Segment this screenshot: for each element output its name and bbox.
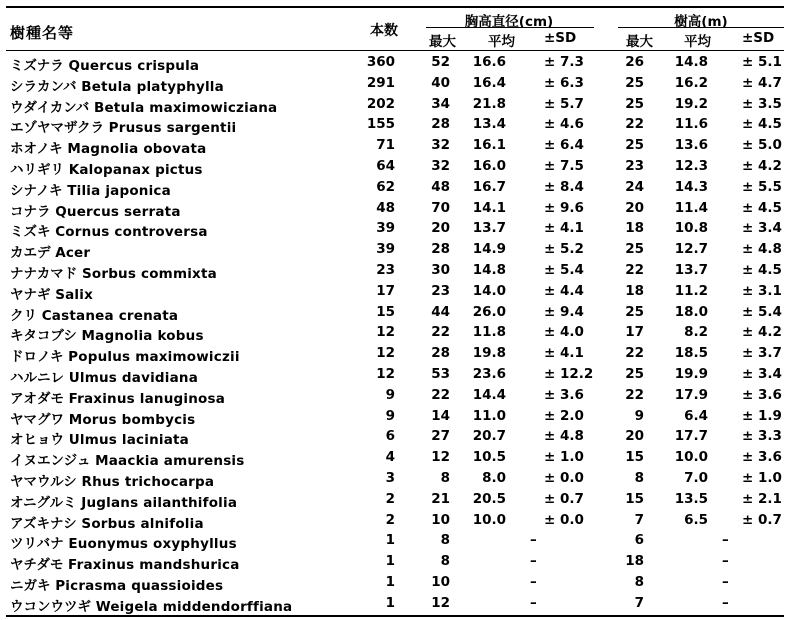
dbh-sd: ± 0.7 — [544, 490, 584, 507]
height-sd: ± 3.4 — [742, 365, 782, 382]
height-sd: ± 5.5 — [742, 178, 782, 195]
species-sci: Kalopanax pictus — [68, 161, 203, 178]
table-row — [6, 446, 784, 470]
tree-count: 71 — [376, 137, 395, 154]
height-avg: 6.4 — [684, 407, 708, 424]
height-sd: ± 3.6 — [742, 449, 782, 466]
tree-count: 12 — [376, 324, 395, 341]
dbh-max: 8 — [440, 553, 450, 570]
species-sci: Acer — [55, 245, 91, 262]
dbh-max: 8 — [440, 532, 450, 549]
table-row — [6, 592, 784, 613]
dbh-sd: ± 5.7 — [544, 95, 584, 112]
tree-count: 360 — [366, 54, 395, 70]
dbh-max: 70 — [431, 199, 450, 216]
species-jp: クリ — [10, 307, 37, 324]
height-max: 25 — [625, 137, 644, 154]
species-sci: Salix — [55, 286, 93, 303]
tree-count: 1 — [385, 532, 395, 549]
species-jp: ミズナラ — [10, 58, 64, 74]
dbh-sd: ± 4.4 — [544, 282, 584, 299]
height-sd: ± 2.1 — [742, 490, 782, 507]
tree-count: 9 — [385, 407, 395, 424]
height-sd: ± 3.1 — [742, 282, 782, 299]
dbh-max: 22 — [431, 324, 450, 341]
height-sd: ± 1.9 — [742, 407, 782, 424]
dbh-max: 12 — [431, 449, 450, 466]
table-row — [6, 280, 784, 301]
height-max: 25 — [625, 74, 644, 91]
top-rule — [6, 6, 784, 8]
dbh-sd: ± 4.6 — [544, 116, 584, 133]
species-jp: シラカンバ — [10, 78, 77, 95]
height-avg: 10.0 — [674, 449, 708, 466]
species-sci: Sorbus alnifolia — [81, 515, 204, 532]
height-max: 22 — [625, 345, 644, 362]
dbh-max: 52 — [431, 54, 450, 70]
dbh-max: 28 — [431, 345, 450, 362]
height-max: 8 — [634, 573, 644, 590]
dbh-sd: ± 6.4 — [544, 137, 584, 154]
species-jp: ハリギリ — [10, 161, 64, 178]
dbh-max: 40 — [431, 74, 450, 91]
table-row — [6, 488, 784, 509]
dbh-sd: ± 9.6 — [544, 199, 584, 216]
species-sci: Juglans ailanthifolia — [81, 494, 238, 511]
species-sci: Maackia amurensis — [95, 453, 245, 470]
species-sci: Prusus sargentii — [108, 120, 237, 137]
species-sci: Fraxinus mandshurica — [68, 557, 240, 574]
height-max: 25 — [625, 303, 644, 320]
species-sci: Sorbus commixta — [81, 265, 217, 282]
species-sci: Ulmus laciniata — [68, 432, 189, 449]
dbh-sd: ± 4.1 — [544, 345, 584, 362]
table-row — [6, 571, 784, 592]
dbh-max: 44 — [431, 303, 450, 320]
dbh-max: 10 — [431, 573, 450, 590]
dbh-sd: ± 1.0 — [544, 449, 584, 466]
dbh-sd: ± 3.6 — [544, 386, 584, 403]
dbh-max: 53 — [431, 365, 450, 382]
height-dash: – — [722, 594, 729, 611]
dbh-avg: 13.7 — [472, 220, 506, 237]
species-jp: ウダイカンバ — [10, 99, 90, 116]
height-avg: 8.2 — [684, 324, 708, 341]
tree-count: 64 — [376, 157, 395, 174]
species-jp: カエデ — [10, 245, 51, 262]
dbh-avg: 10.0 — [472, 511, 506, 528]
dbh-max: 30 — [431, 261, 450, 278]
table-row — [6, 321, 784, 345]
species-sci: Betula platyphylla — [81, 78, 224, 95]
species-jp: アズキナシ — [10, 515, 77, 532]
height-avg: 7.0 — [684, 469, 708, 486]
height-max: 18 — [625, 553, 644, 570]
dbh-avg: 14.9 — [472, 241, 506, 258]
header-species: 樹種名等 — [10, 24, 75, 42]
height-max: 24 — [625, 178, 644, 195]
dbh-avg: 16.6 — [472, 54, 506, 70]
height-sd: ± 3.7 — [742, 345, 782, 362]
dbh-dash: – — [530, 594, 537, 611]
height-dash: – — [722, 532, 729, 549]
height-sd: ± 4.5 — [742, 116, 782, 133]
species-sci: Castanea crenata — [41, 307, 179, 324]
species-sci: Fraxinus lanuginosa — [68, 390, 226, 407]
table-body — [6, 51, 784, 613]
header-height-group: 樹高(m) — [674, 14, 728, 30]
height-max: 22 — [625, 116, 644, 133]
species-sci: Quercus serrata — [55, 203, 181, 220]
species-jp: ウコンウツギ — [10, 598, 91, 615]
table-row — [6, 134, 784, 158]
dbh-max: 34 — [431, 95, 450, 112]
tree-count: 9 — [385, 386, 395, 403]
height-sd: ± 0.7 — [742, 511, 782, 528]
species-jp: アオダモ — [10, 390, 64, 407]
tree-count: 12 — [376, 345, 395, 362]
header-height-sd: ±SD — [742, 30, 775, 46]
height-avg: 19.9 — [674, 365, 708, 382]
height-dash: – — [722, 553, 729, 570]
species-sci: Cornus controversa — [55, 224, 208, 241]
species-sci: Magnolia obovata — [67, 141, 207, 158]
dbh-sd: ± 9.4 — [544, 303, 584, 320]
table-row — [6, 342, 784, 366]
dbh-sd: ± 12.2 — [544, 365, 594, 382]
dbh-avg: 16.7 — [472, 178, 506, 195]
species-sci: Euonymus oxyphyllus — [68, 536, 237, 553]
table-row — [6, 155, 784, 176]
height-max: 18 — [625, 220, 644, 237]
height-avg: 14.8 — [674, 54, 708, 70]
height-max: 15 — [625, 490, 644, 507]
height-avg: 17.9 — [674, 386, 708, 403]
dbh-avg: 16.0 — [472, 157, 506, 174]
header-dbh-max: 最大 — [429, 34, 456, 50]
dbh-avg: 13.4 — [472, 116, 506, 133]
species-sci: Betula maximowicziana — [93, 99, 278, 116]
height-avg: 13.5 — [674, 490, 708, 507]
table-row — [6, 301, 784, 322]
dbh-max: 14 — [431, 407, 450, 424]
header-count: 本数 — [370, 23, 398, 39]
table-row — [6, 93, 784, 114]
species-sci: Rhus trichocarpa — [81, 473, 215, 490]
tree-count: 4 — [385, 449, 395, 466]
dbh-sd: ± 0.0 — [544, 511, 584, 528]
dbh-avg: 8.0 — [482, 469, 506, 486]
species-jp: コナラ — [10, 203, 51, 220]
species-sci: Quercus crispula — [68, 58, 200, 74]
dbh-sd: ± 4.0 — [544, 324, 584, 341]
dbh-avg: 11.0 — [472, 407, 506, 424]
tree-count: 17 — [376, 282, 395, 299]
dbh-avg: 16.1 — [472, 137, 506, 154]
table-row — [6, 509, 784, 530]
species-jp: オニグルミ — [10, 494, 77, 511]
height-sd: ± 3.4 — [742, 220, 782, 237]
species-sci: Ulmus davidiana — [68, 369, 199, 386]
height-avg: 11.6 — [674, 116, 708, 133]
tree-count: 2 — [385, 511, 395, 528]
height-avg: 12.3 — [674, 157, 708, 174]
height-max: 25 — [625, 365, 644, 382]
species-sci: Picrasma quassioides — [55, 577, 224, 594]
height-sd: ± 5.4 — [742, 303, 782, 320]
height-max: 20 — [625, 199, 644, 216]
height-sd: ± 5.0 — [742, 137, 782, 154]
height-max: 26 — [625, 54, 644, 70]
header-dbh-group: 胸高直径(cm) — [464, 14, 554, 30]
tree-count: 1 — [385, 553, 395, 570]
dbh-dash: – — [530, 553, 537, 570]
dbh-sd: ± 4.8 — [544, 428, 584, 445]
species-sci: Magnolia kobus — [81, 328, 204, 345]
dbh-avg: 14.8 — [472, 261, 506, 278]
tree-count: 1 — [385, 594, 395, 611]
dbh-sd: ± 6.3 — [544, 74, 584, 91]
dbh-sd: ± 4.1 — [544, 220, 584, 237]
dbh-sd: ± 5.4 — [544, 261, 584, 278]
height-max: 7 — [634, 511, 644, 528]
height-max: 18 — [625, 282, 644, 299]
height-sd: ± 4.7 — [742, 74, 782, 91]
dbh-sd: ± 5.2 — [544, 241, 584, 258]
table-row — [6, 363, 784, 384]
height-sd: ± 4.8 — [742, 241, 782, 258]
species-sci: Tilia japonica — [67, 182, 171, 199]
species-jp: ハルニレ — [10, 369, 64, 386]
table-row — [6, 113, 784, 137]
dbh-sd: ± 2.0 — [544, 407, 584, 424]
dbh-max: 20 — [431, 220, 450, 237]
species-jp: オヒョウ — [10, 432, 64, 449]
dbh-avg: 19.8 — [472, 345, 506, 362]
dbh-dash: – — [530, 532, 537, 549]
height-max: 8 — [634, 469, 644, 486]
height-avg: 16.2 — [674, 74, 708, 91]
height-max: 6 — [634, 532, 644, 549]
bottom-rule — [6, 615, 784, 617]
dbh-max: 28 — [431, 116, 450, 133]
height-sd: ± 5.1 — [742, 54, 782, 70]
height-sd: ± 3.6 — [742, 386, 782, 403]
height-group-rule — [618, 27, 784, 28]
species-sci: Populus maximowiczii — [68, 349, 240, 366]
dbh-sd: ± 8.4 — [544, 178, 584, 195]
height-avg: 18.0 — [674, 303, 708, 320]
species-jp: シナノキ — [10, 182, 63, 199]
species-jp: ヤチダモ — [10, 557, 64, 574]
height-sd: ± 4.2 — [742, 324, 782, 341]
table-row — [6, 72, 784, 93]
species-jp: ミズキ — [10, 224, 51, 241]
tree-count: 155 — [366, 116, 395, 133]
dbh-avg: 14.0 — [472, 282, 506, 299]
dbh-avg: 10.5 — [472, 449, 506, 466]
dbh-max: 27 — [431, 428, 450, 445]
dbh-sd: ± 0.0 — [544, 469, 584, 486]
table-row — [6, 238, 784, 262]
height-avg: 12.7 — [674, 241, 708, 258]
header-dbh-avg: 平均 — [488, 34, 515, 50]
dbh-max: 12 — [431, 594, 450, 611]
species-jp: ヤマグワ — [10, 411, 64, 428]
height-sd: ± 4.5 — [742, 261, 782, 278]
dbh-max: 21 — [431, 490, 450, 507]
height-avg: 10.8 — [674, 220, 708, 237]
dbh-max: 23 — [431, 282, 450, 299]
tree-count: 291 — [366, 74, 395, 91]
height-max: 25 — [625, 95, 644, 112]
height-max: 9 — [634, 407, 644, 424]
dbh-avg: 23.6 — [472, 365, 506, 382]
height-max: 25 — [625, 241, 644, 258]
dbh-avg: 26.0 — [472, 303, 506, 320]
height-avg: 11.4 — [674, 199, 708, 216]
height-sd: ± 1.0 — [742, 469, 782, 486]
table-row — [6, 176, 784, 197]
tree-count: 48 — [376, 199, 395, 216]
species-jp: ナナカマド — [10, 265, 78, 282]
tree-count: 39 — [376, 220, 395, 237]
species-jp: ヤナギ — [10, 286, 51, 303]
height-avg: 19.2 — [674, 95, 708, 112]
height-max: 22 — [625, 261, 644, 278]
species-jp: イヌエンジュ — [10, 453, 91, 470]
dbh-max: 48 — [431, 178, 450, 195]
species-name — [10, 595, 292, 615]
species-jp: ホオノキ — [10, 141, 63, 158]
dbh-sd: ± 7.5 — [544, 157, 584, 174]
dbh-avg: 14.4 — [472, 386, 506, 403]
dbh-avg: 20.7 — [472, 428, 506, 445]
dbh-max: 8 — [440, 469, 450, 486]
height-avg: 14.3 — [674, 178, 708, 195]
height-sd: ± 3.3 — [742, 428, 782, 445]
table-row — [6, 51, 784, 72]
species-jp: ドロノキ — [10, 349, 64, 366]
header-height-max: 最大 — [626, 34, 653, 50]
species-jp: キタコブシ — [10, 328, 77, 345]
table-row — [6, 384, 784, 405]
table-row — [6, 217, 784, 241]
height-max: 7 — [634, 594, 644, 611]
tree-count: 6 — [385, 428, 395, 445]
height-avg: 17.7 — [674, 428, 708, 445]
tree-count: 23 — [376, 261, 395, 278]
species-jp: エゾヤマザクラ — [10, 120, 104, 137]
table-row — [6, 425, 784, 449]
table-row — [6, 529, 784, 553]
height-sd: ± 3.5 — [742, 95, 782, 112]
height-sd: ± 4.2 — [742, 157, 782, 174]
dbh-avg: 16.4 — [472, 74, 506, 91]
height-max: 20 — [625, 428, 644, 445]
height-avg: 13.7 — [674, 261, 708, 278]
species-jp: ニガキ — [10, 577, 51, 594]
height-max: 15 — [625, 449, 644, 466]
table-row — [6, 467, 784, 488]
tree-count: 1 — [385, 573, 395, 590]
dbh-max: 10 — [431, 511, 450, 528]
tree-count: 39 — [376, 241, 395, 258]
height-sd: ± 4.5 — [742, 199, 782, 216]
height-avg: 13.6 — [674, 137, 708, 154]
height-avg: 18.5 — [674, 345, 708, 362]
dbh-avg: 20.5 — [472, 490, 506, 507]
species-jp: ツリバナ — [10, 536, 64, 553]
height-max: 23 — [625, 157, 644, 174]
header-dbh-sd: ±SD — [544, 30, 577, 46]
tree-count: 202 — [366, 95, 395, 112]
dbh-max: 22 — [431, 386, 450, 403]
header-height-avg: 平均 — [684, 34, 711, 50]
dbh-avg: 14.1 — [472, 199, 506, 216]
table-row — [6, 259, 784, 280]
tree-count: 15 — [376, 303, 395, 320]
height-dash: – — [722, 573, 729, 590]
dbh-max: 32 — [431, 157, 450, 174]
tree-count: 3 — [385, 469, 395, 486]
species-sci: Morus bombycis — [68, 411, 196, 428]
table-row — [6, 197, 784, 218]
tree-count: 12 — [376, 365, 395, 382]
species-jp: ヤマウルシ — [10, 473, 77, 490]
tree-count: 62 — [376, 178, 395, 195]
height-avg: 11.2 — [674, 282, 708, 299]
table-row — [6, 405, 784, 426]
height-max: 22 — [625, 386, 644, 403]
dbh-max: 28 — [431, 241, 450, 258]
height-max: 17 — [625, 324, 644, 341]
dbh-dash: – — [530, 573, 537, 590]
dbh-sd: ± 7.3 — [544, 54, 584, 70]
species-sci: Weigela middendorffiana — [95, 598, 293, 615]
tree-count: 2 — [385, 490, 395, 507]
table-row — [6, 550, 784, 574]
dbh-avg: 11.8 — [472, 324, 506, 341]
dbh-group-rule — [426, 27, 594, 28]
dbh-max: 32 — [431, 137, 450, 154]
height-avg: 6.5 — [684, 511, 708, 528]
dbh-avg: 21.8 — [472, 95, 506, 112]
